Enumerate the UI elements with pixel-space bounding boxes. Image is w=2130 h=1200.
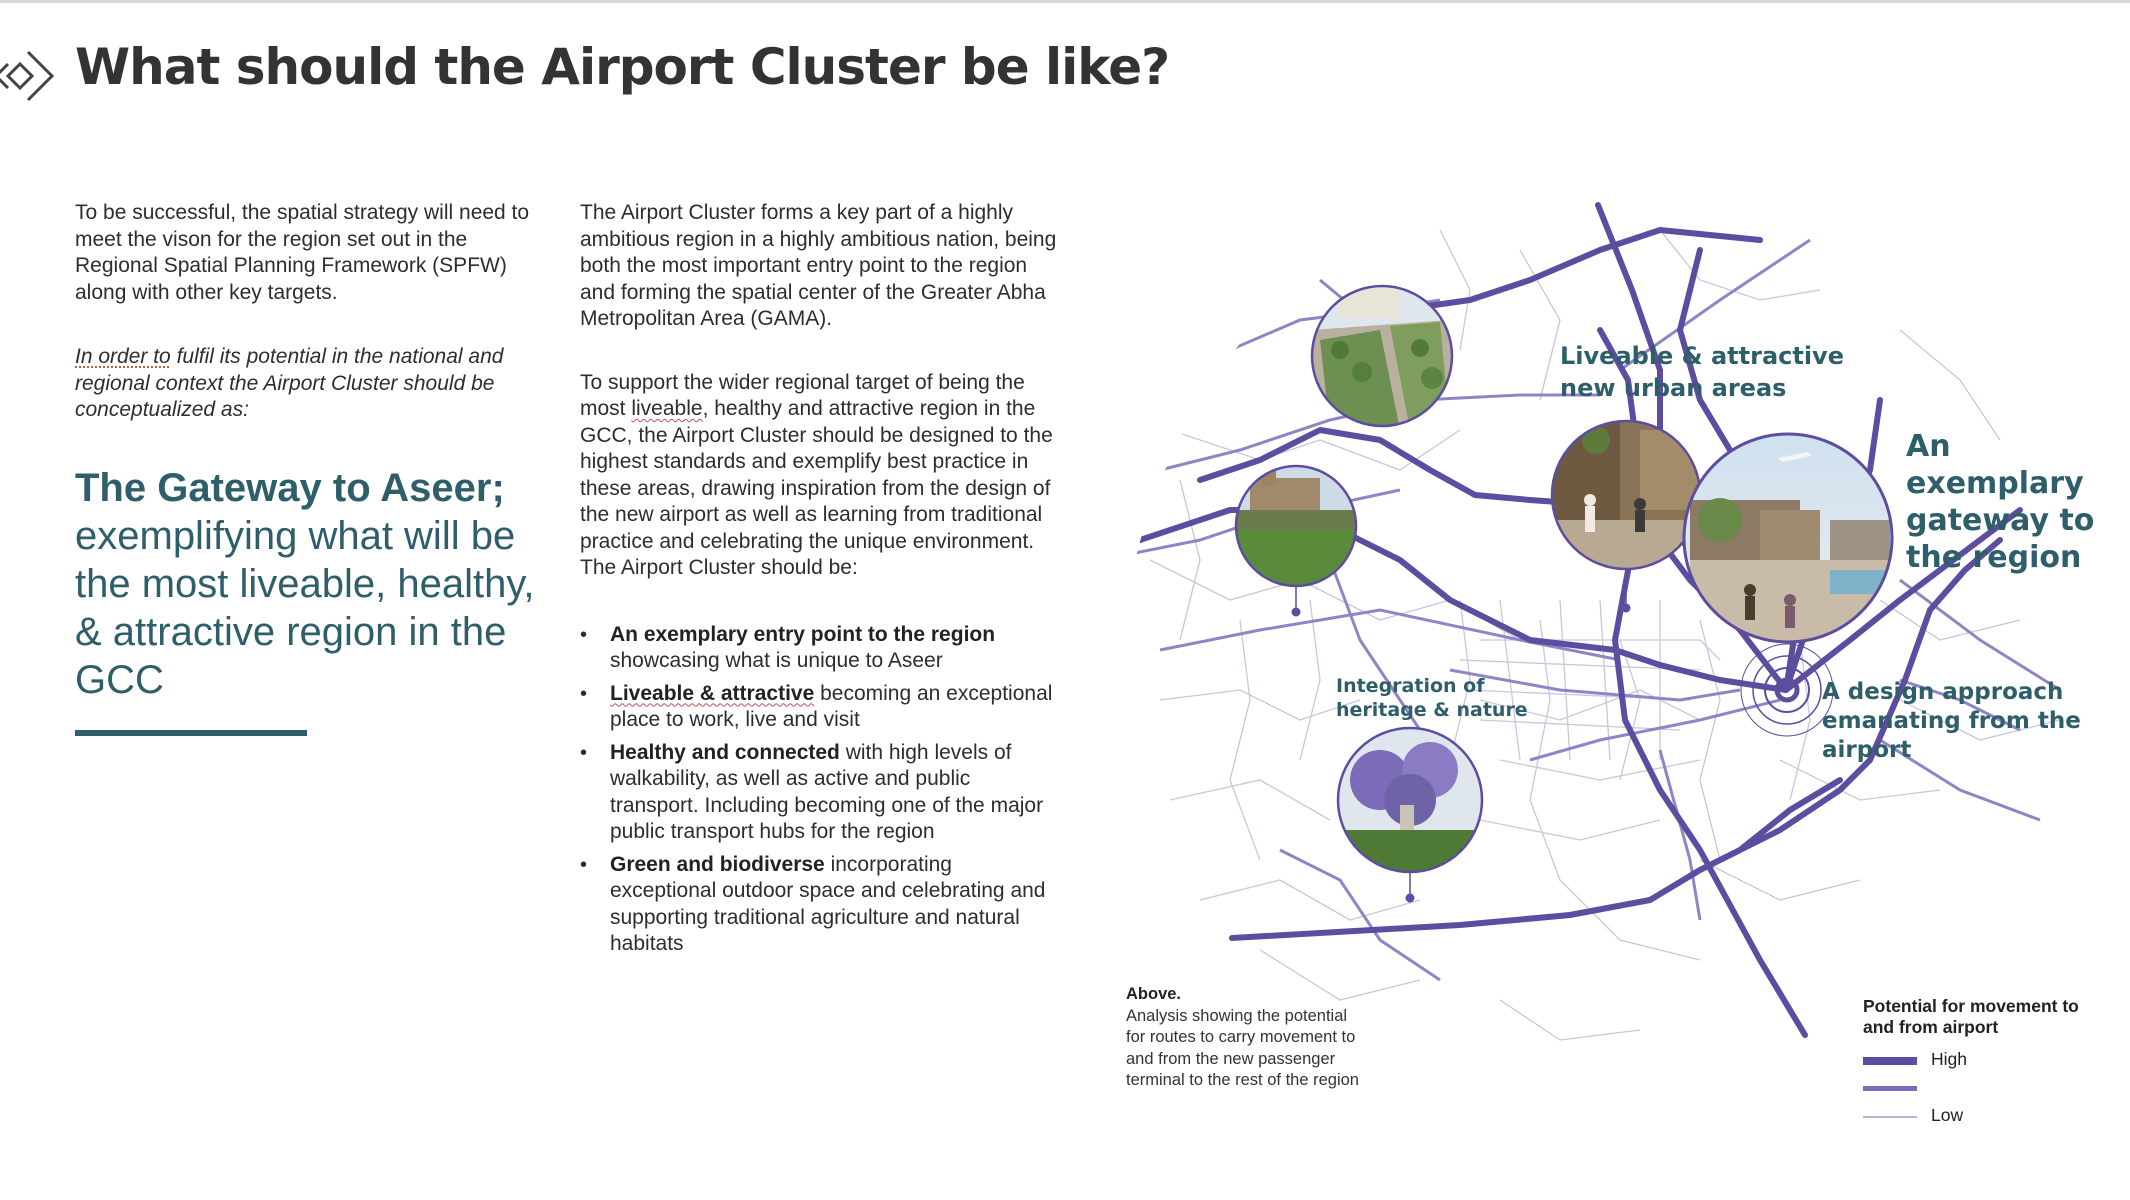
paragraph-2-end: , healthy and attractive region in the GCC, the Airport Cluster should be designed to the highest standards and exemplify best practice in these areas, drawing inspiration from the design of the new airport as well as learning from traditional practice and celebrating the unique environment. The Airport Cluster should be:: [580, 397, 1053, 579]
legend-row-medium: [1863, 1078, 2113, 1102]
italic-lead-underlined: In order to: [75, 345, 171, 368]
top-border: [0, 0, 2130, 3]
gateway-headline: [75, 464, 555, 704]
middle-column: [580, 200, 1060, 964]
label-gateway: An exemplary gateway to the region: [1906, 429, 2095, 575]
italic-lead-rest: fulfil its potential in the national and regional context the Airport Cluster should be conceptualized as:: [75, 345, 504, 421]
bullet-item: [580, 622, 1060, 675]
bullet-text: showcasing what is unique to Aseer: [610, 649, 943, 672]
bullet-list: [580, 622, 1060, 958]
bullet-text: incorporating exceptional outdoor space and celebrating and supporting traditional agriculture and natural habitats: [610, 852, 1046, 955]
bullet-text: becoming an exceptional place to work, live and visit: [610, 681, 1053, 731]
legend-row-low: [1863, 1105, 2113, 1132]
legend-label-high: High: [1931, 1049, 1967, 1069]
headline-underline: [75, 730, 307, 736]
legend-line-medium: [1863, 1086, 1917, 1091]
headline-bold: The Gateway to Aseer;: [75, 465, 505, 510]
intro-paragraph: To be successful, the spatial strategy will need to meet the vison for the region set out in the Regional Spatial Planning Framework (SPFW) along with other key targets.: [75, 201, 530, 304]
paragraph-2: [580, 370, 1060, 582]
legend-row-high: [1863, 1049, 2113, 1076]
bullet-text: with high levels of walkability, as well as active and public transport. Including becoming one of the major public transport hubs for the region: [610, 740, 1044, 843]
label-design-approach: A design approach emanating from the airport: [1822, 679, 2081, 763]
headline-rest: exemplifying what will be the most liveable, healthy, & attractive region in the GCC: [75, 513, 535, 702]
label-heritage: Integration of heritage & nature: [1336, 675, 1528, 721]
legend-line-high: [1863, 1057, 1917, 1065]
movement-legend: [1863, 996, 2113, 1132]
bullet-bold: An exemplary entry point to the region: [610, 622, 996, 646]
italic-lead-paragraph: [75, 344, 555, 424]
paragraph-2-liveable: liveable: [631, 397, 703, 420]
bullet-item: [580, 852, 1060, 958]
caption-text: Analysis showing the potential for routes to carry movement to and from the new passenger terminal to the rest of the region: [1126, 1006, 1359, 1089]
bullet-item: [580, 740, 1060, 846]
legend-title: Potential for movement to and from airport: [1863, 996, 2079, 1037]
bullet-item: [580, 681, 1060, 734]
paragraph-1: The Airport Cluster forms a key part of a highly ambitious region in a highly ambitious nation, being both the most important entry point to the region and forming the spatial center of the Greater Abha Metropolitan Area (GAMA).: [580, 201, 1057, 330]
left-column: [75, 200, 555, 736]
legend-line-low: [1863, 1116, 1917, 1118]
paragraph-2-start: To support the wider regional target of being the most: [580, 370, 1025, 420]
page-title: What should the Airport Cluster be like?: [75, 38, 1170, 96]
legend-label-low: Low: [1931, 1105, 1964, 1125]
caption-title: Above.: [1126, 985, 1182, 1003]
map-caption: [1126, 984, 1366, 1092]
label-liveable: Liveable & attractive new urban areas: [1560, 342, 1844, 402]
bullet-bold: Healthy and connected: [610, 740, 840, 764]
diamond-chevron-icon: [0, 46, 60, 106]
bullet-bold: Liveable & attractive: [610, 681, 815, 705]
bullet-bold: Green and biodiverse: [610, 852, 825, 876]
